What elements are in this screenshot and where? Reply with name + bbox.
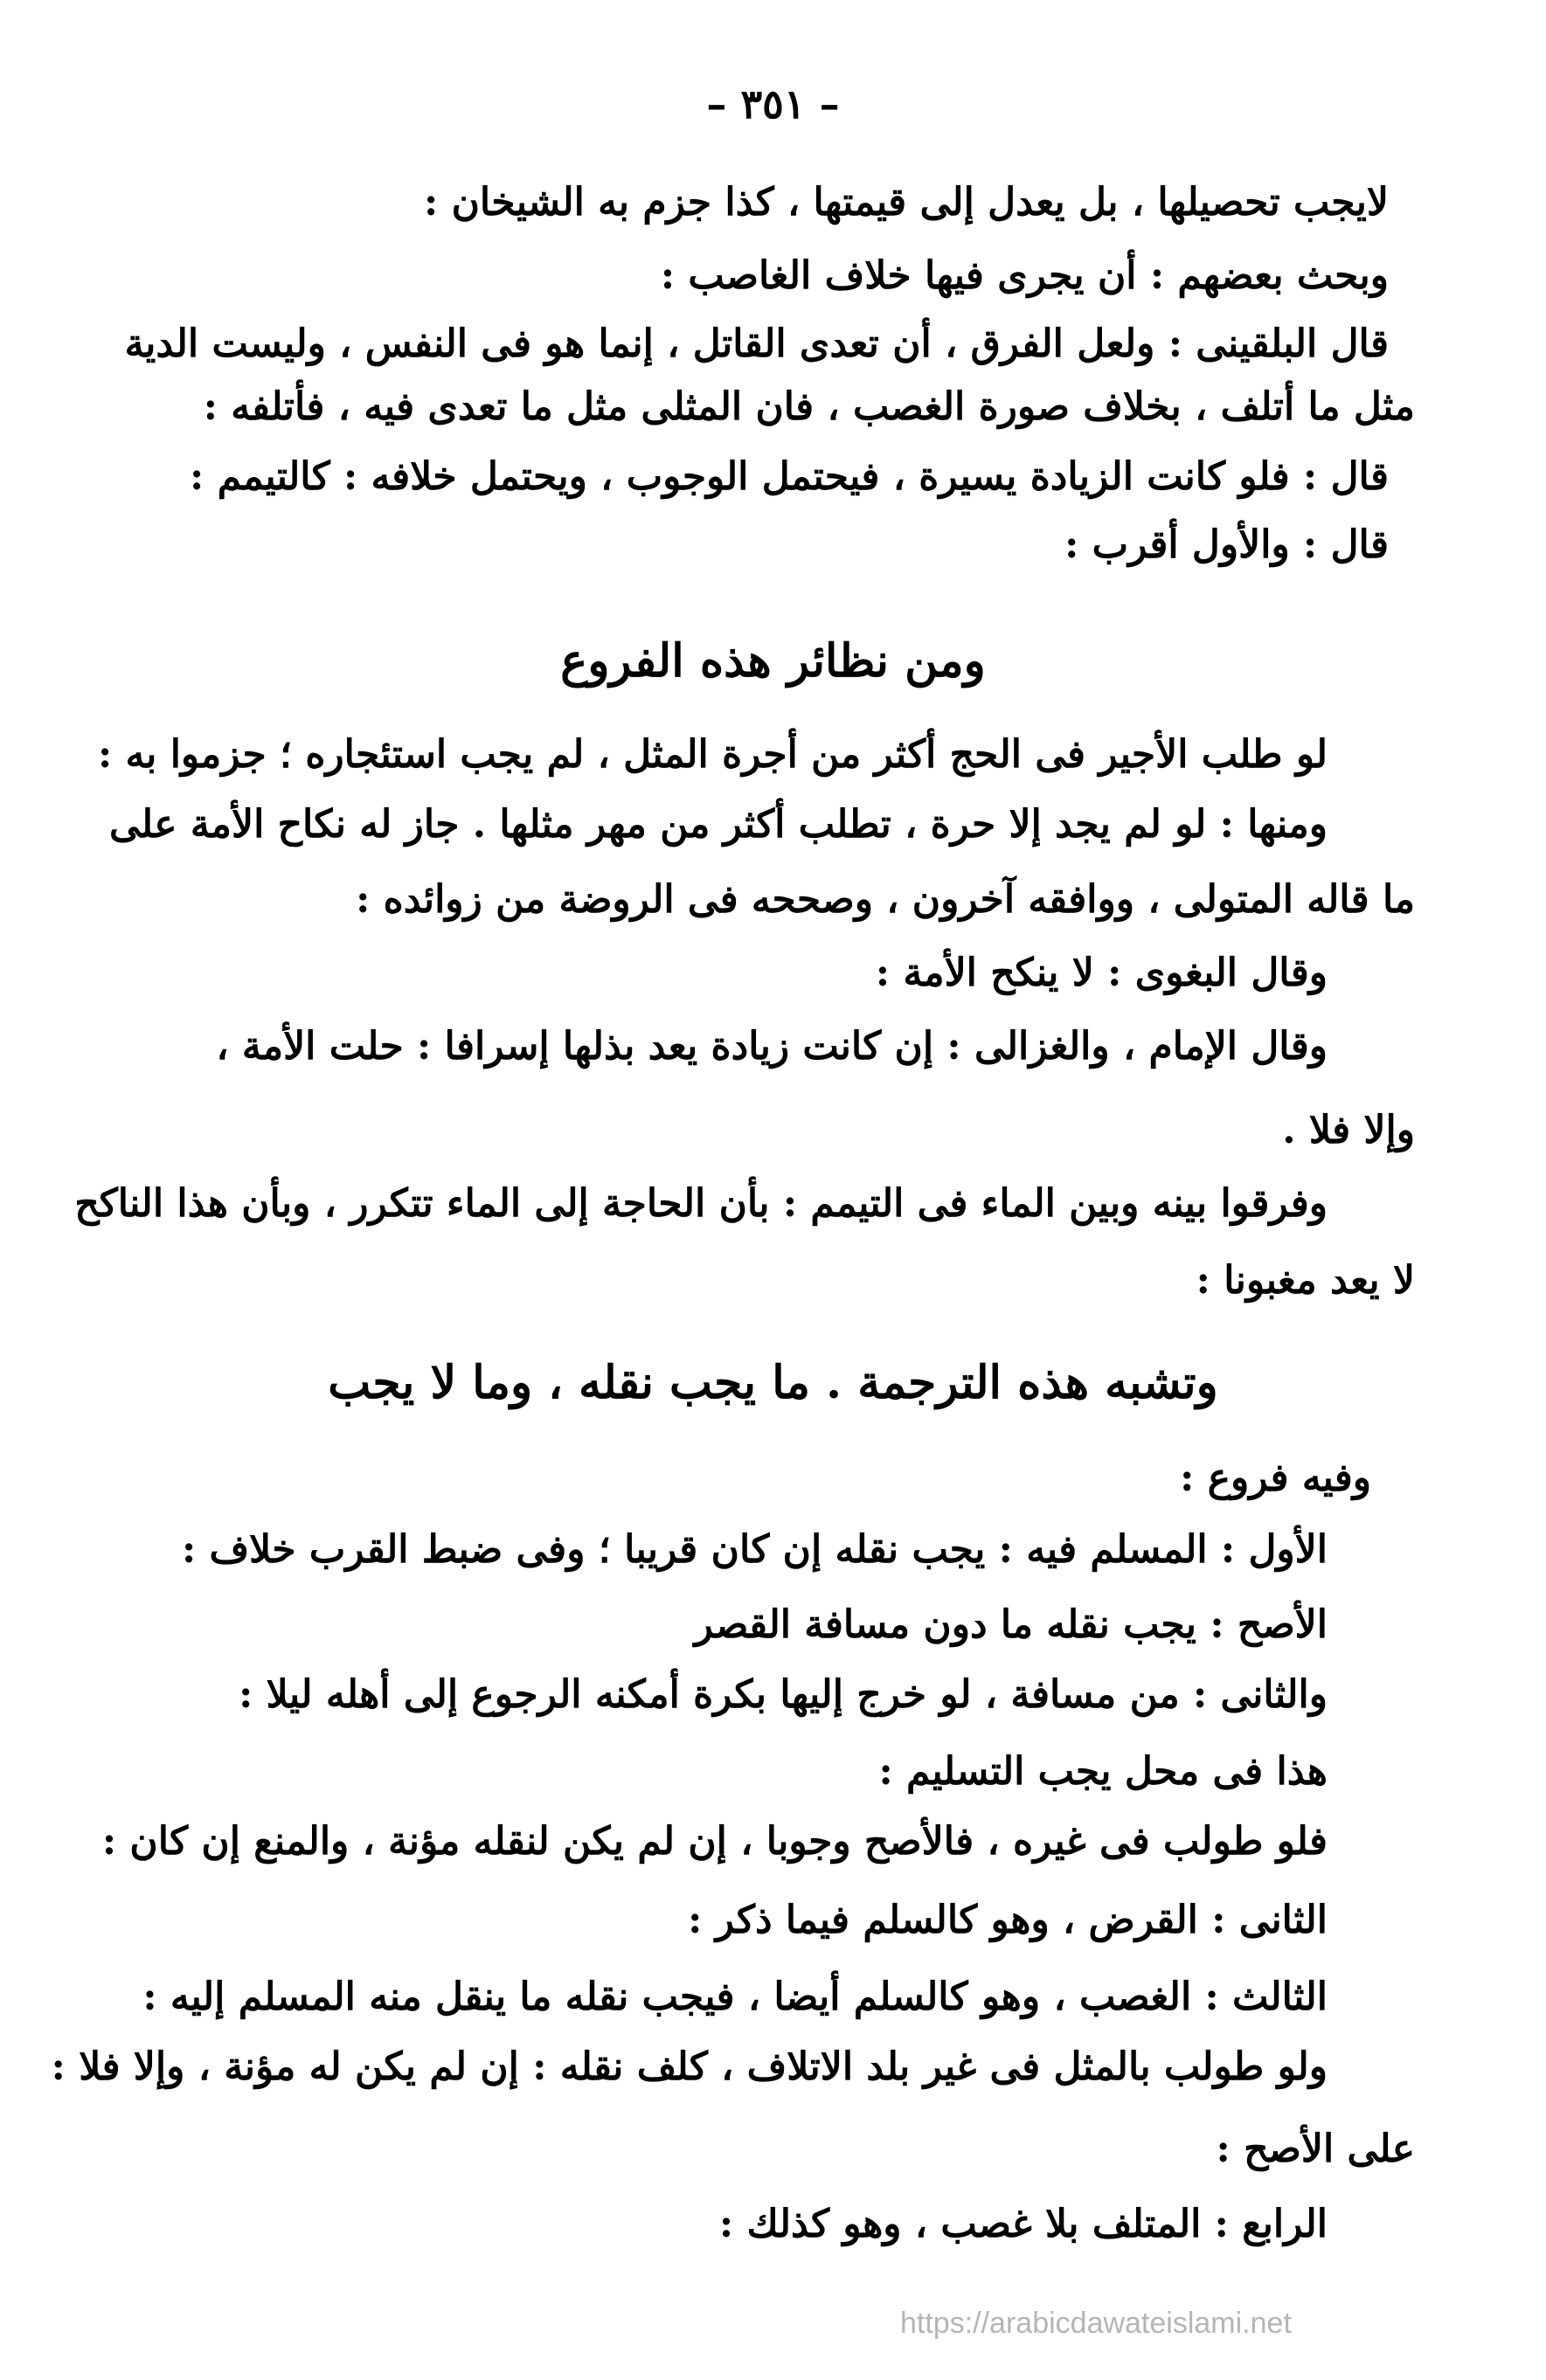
text-line: ومنها : لو لم يجد إلا حرة ، تطلب أكثر من مهر مثلها . جاز له نكاح الأمة على [109, 802, 1328, 847]
watermark-url: https://arabicdawateislami.net [900, 2307, 1292, 2340]
text-line: وفيه فروع : [1180, 1456, 1371, 1500]
text-line: قال : والأول أقرب : [1064, 522, 1389, 567]
section-heading: ومن نظائر هذه الفروع [560, 634, 986, 688]
text-line: الثالث : الغصب ، وهو كالسلم أيضا ، فيجب نقله ما ينقل منه المسلم إليه : [142, 1975, 1328, 2019]
page-number: – ٣٥١ – [706, 80, 840, 128]
text-line: على الأصح : [1216, 2127, 1415, 2171]
text-line: هذا فى محل يجب التسليم : [878, 1749, 1328, 1794]
text-line: الرابع : المتلف بلا غصب ، وهو كذلك : [718, 2202, 1328, 2246]
text-line: فلو طولب فى غيره ، فالأصح وجوبا ، إن لم يكن لنقله مؤنة ، والمنع إن كان : [101, 1819, 1328, 1864]
text-line: الثانى : القرض ، وهو كالسلم فيما ذكر : [688, 1898, 1328, 1942]
text-line: الأول : المسلم فيه : يجب نقله إن كان قريبا ؛ وفى ضبط القرب خلاف : [181, 1527, 1328, 1572]
text-line: لايجب تحصيلها ، بل يعدل إلى قيمتها ، كذا جزم به الشيخان : [424, 180, 1389, 225]
text-line: قال البلقينى : ولعل الفرق ، أن تعدى القاتل ، إنما هو فى النفس ، وليست الدية [124, 322, 1389, 366]
text-line: لا يعد مغبونا : [1196, 1258, 1415, 1303]
text-line: والثانى : من مسافة ، لو خرج إليها بكرة أمكنه الرجوع إلى أهله ليلا : [239, 1672, 1328, 1717]
text-line: لو طلب الأجير فى الحج أكثر من أجرة المثل ، لم يجب استئجاره ؛ جزموا به : [97, 732, 1328, 777]
section-heading: وتشبه هذه الترجمة . ما يجب نقله ، وما لا يجب [328, 1356, 1218, 1409]
text-line: ولو طولب بالمثل فى غير بلد الاتلاف ، كلف نقله : إن لم يكن له مؤنة ، وإلا فلا : [51, 2044, 1328, 2089]
text-line: وقال الإمام ، والغزالى : إن كانت زيادة يعد بذلها إسرافا : حلت الأمة ، [216, 1024, 1328, 1069]
text-line: الأصح : يجب نقله ما دون مسافة القصر [694, 1602, 1328, 1647]
text-line: وإلا فلا . [1282, 1108, 1415, 1152]
text-line: ما قاله المتولى ، ووافقه آخرون ، وصححه فى الروضة من زوائده : [356, 877, 1415, 922]
text-line: وقال البغوى : لا ينكح الأمة : [875, 951, 1328, 995]
text-line: مثل ما أتلف ، بخلاف صورة الغصب ، فان المثلى مثل ما تعدى فيه ، فأتلفه : [203, 384, 1415, 429]
text-line: وبحث بعضهم : أن يجرى فيها خلاف الغاصب : [660, 253, 1389, 298]
text-line: قال : فلو كانت الزيادة يسيرة ، فيحتمل الوجوب ، ويحتمل خلافه : كالتيمم : [190, 454, 1389, 499]
text-line: وفرقوا بينه وبين الماء فى التيمم : بأن الحاجة إلى الماء تتكرر ، وبأن هذا الناكح [74, 1181, 1328, 1226]
